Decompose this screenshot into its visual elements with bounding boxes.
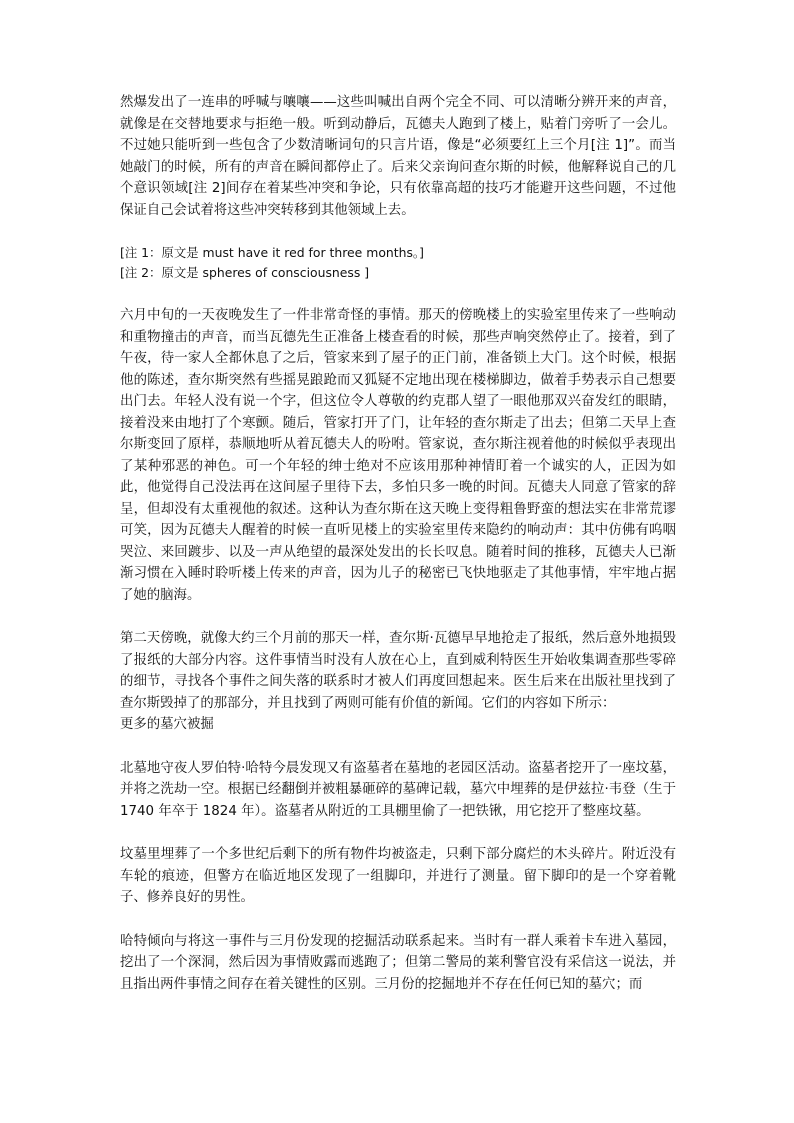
footnote-1: [注 1：原文是 must have it red for three months。] — [120, 245, 424, 260]
news-heading: 更多的墓穴被掘 — [120, 717, 214, 732]
footnote-2: [注 2：原文是 spheres of consciousness ] — [120, 265, 370, 280]
news-paragraph-2: 坟墓里埋葬了一个多世纪后剩下的所有物件均被盗走，只剩下部分腐烂的木头碎片。附近没有车轮的痕迹，但警方在临近地区发现了一组脚印，并进行了测量。留下脚印的是一个穿着靴子、修养良好的男性。 — [120, 847, 676, 905]
translator-notes — [120, 243, 676, 283]
paragraph-opening: 然爆发出了一连串的呼喊与嚷嚷——这些叫喊出自两个完全不同、可以清晰分辨开来的声音，就像是在交替地要求与拒绝一般。听到动静后，瓦德夫人跑到了楼上，贴着门旁听了一会儿。不过她只能听到一些包含了少数清晰词句的只言片语，像是“必须要红上三个月[注 1]”。而当她敲门的时候，所有的声音在瞬间都停止了。后来父亲询问查尔斯的时候，他解释说自己的几个意识领域[注 2]间存在着某些冲突和争论，只有依靠高超的技巧才能避开这些问题，不过他保证自己会试着将这些冲突转移到其他领域上去。 — [120, 95, 676, 218]
document-page — [120, 92, 676, 995]
news-paragraph-3: 哈特倾向与将这一事件与三月份发现的挖掘活动联系起来。当时有一群人乘着卡车进入墓园，挖出了一个深洞，然后因为事情败露而逃跑了；但第二警局的莱利警官没有采信这一说法，并且指出两件事情之间存在着关键性的区别。三月份的挖掘地并不存在任何已知的墓穴；而 — [120, 933, 676, 992]
paragraph-june-night: 六月中旬的一天夜晚发生了一件非常奇怪的事情。那天的傍晚楼上的实验室里传来了一些响动和重物撞击的声音，而当瓦德先生正准备上楼查看的时候，那些声响突然停止了。接着，到了午夜，待一家人全都休息了之后，管家来到了屋子的正门前，准备锁上大门。这个时候，根据他的陈述，查尔斯突然有些摇晃踉跄而又狐疑不定地出现在楼梯脚边，做着手势表示自己想要出门去。年轻人没有说一个字，但这位令人尊敬的约克郡人望了一眼他那双兴奋发红的眼睛，接着没来由地打了个寒颤。随后，管家打开了门，让年轻的查尔斯走了出去；但第二天早上查尔斯变回了原样，恭顺地听从着瓦德夫人的吩咐。管家说，查尔斯注视着他的时候似乎表现出了某种邪恶的神色。可一个年轻的绅士绝对不应该用那种神情盯着一个诚实的人，正因为如此，他觉得自己没法再在这间屋子里待下去，多怕只多一晚的时间。瓦德夫人同意了管家的辞呈，但却没有太重视他的叙述。这种认为查尔斯在这天晚上变得粗鲁野蛮的想法实在非常荒谬可笑，因为瓦德夫人醒着的时候一直听见楼上的实验室里传来隐约的响动声：其中仿佛有呜咽哭泣、来回踱步、以及一声从绝望的最深处发出的长长叹息。随着时间的推移，瓦德夫人已渐渐习惯在入睡时聆听楼上传来的声音，因为儿子的秘密已飞快地驱走了其他事情，牢牢地占据了她的脑海。 — [120, 308, 676, 603]
paragraph-newspaper: 第二天傍晚，就像大约三个月前的那天一样，查尔斯·瓦德早早地抢走了报纸，然后意外地损毁了报纸的大部分内容。这件事情当时没有人放在心上，直到威利特医生开始收集调查那些零碎的细节，寻找各个事件之间失落的联系时才被人们再度回想起来。医生后来在出版社里找到了查尔斯毁掉了的那部分，并且找到了两则可能有价值的新闻。它们的内容如下所示： — [120, 631, 676, 711]
news-paragraph-1: 北墓地守夜人罗伯特·哈特今晨发现又有盗墓者在墓地的老园区活动。盗墓者挖开了一座坟墓，并将之洗劫一空。根据已经翻倒并被粗暴砸碎的墓碑记载，墓穴中埋葬的是伊兹拉·韦登（生于 1740 年卒于 1824 年）。盗墓者从附近的工具棚里偷了一把铁锹，用它挖开了整座坟墓。 — [120, 760, 676, 819]
